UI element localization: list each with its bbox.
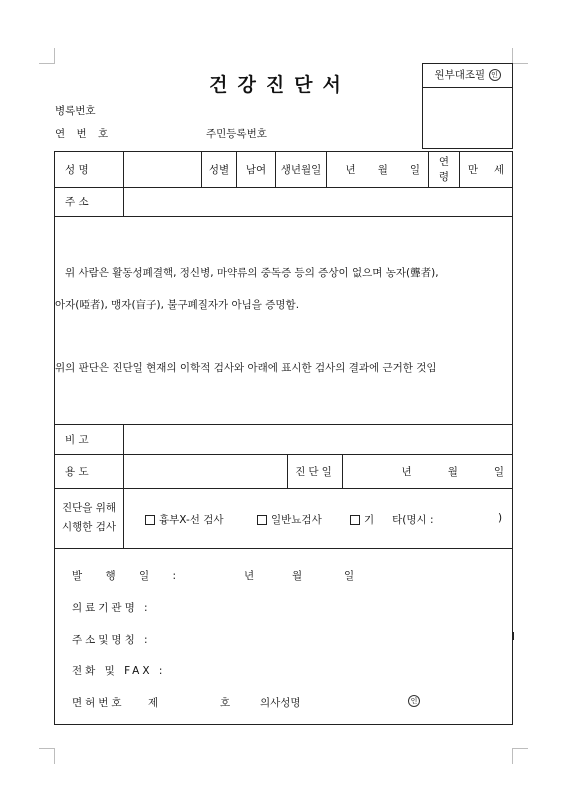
doctor-name-label: 의사성명 — [260, 697, 301, 709]
checkbox-icon[interactable] — [350, 515, 360, 525]
diagnosis-month-unit: 월 — [447, 465, 458, 478]
serial-number-label: 연 번 호 — [55, 128, 113, 140]
exam-option-chest-xray[interactable]: 흉부X-선 검사 — [145, 512, 224, 527]
crop-mark-top-left-h — [39, 63, 55, 64]
exam-label: 진단을 위해 시행한 검사 — [61, 502, 117, 533]
issue-month-unit: 월 — [292, 570, 303, 582]
crop-mark-top-left-v — [54, 48, 55, 64]
exam-other-close-paren: ) — [498, 512, 503, 524]
birth-month-unit: 월 — [377, 164, 388, 176]
license-ho: 호 — [220, 697, 231, 709]
issue-date-label: 발 행 일 : — [72, 570, 186, 582]
phone-fax-label: 전화 및 FAX : — [72, 665, 166, 677]
statement-line-3: 위의 판단은 진단일 현재의 이학적 검사와 아래에 표시한 검사의 결과에 근거한 것임 — [55, 362, 437, 374]
diagnosis-date-field[interactable] — [343, 454, 512, 488]
birth-day-unit: 일 — [409, 164, 420, 176]
diagnosis-year-unit: 년 — [401, 465, 412, 478]
checkbox-icon[interactable] — [257, 515, 267, 525]
crop-mark-bottom-right-h — [512, 748, 528, 749]
seal-box-label: 원부대조필 — [434, 69, 486, 81]
remarks-label: 비 고 — [65, 433, 89, 446]
issue-year-unit: 년 — [244, 570, 255, 582]
address-label: 주 소 — [65, 196, 89, 208]
issuer-address-label: 주소및명칭 : — [72, 634, 151, 646]
remarks-field[interactable] — [124, 424, 512, 454]
record-number-label: 병록번호 — [55, 105, 96, 117]
age-field[interactable] — [460, 152, 512, 187]
statement-line-2: 아자(啞者), 맹자(盲子), 불구폐질자가 아님을 증명함. — [55, 299, 300, 311]
purpose-field[interactable] — [124, 454, 287, 488]
name-field[interactable] — [124, 152, 201, 187]
exam-option-urinalysis[interactable]: 일반뇨검사 — [257, 512, 322, 527]
exam-option-other[interactable]: 기 타(명시 : — [350, 512, 434, 527]
age-unit: 세 — [494, 164, 505, 176]
birth-year-unit: 년 — [345, 164, 356, 176]
checkbox-icon[interactable] — [145, 515, 155, 525]
doctor-seal-icon: 인 — [408, 695, 420, 707]
birth-date-field[interactable] — [327, 152, 428, 187]
age-label: 연 령 — [438, 155, 450, 183]
institution-label: 의료기관명 : — [72, 602, 151, 614]
license-number-label: 면허번호 — [72, 697, 125, 709]
license-je: 제 — [148, 697, 159, 709]
health-certificate-form — [54, 151, 513, 725]
birth-label: 생년월일 — [280, 164, 322, 176]
address-field[interactable] — [124, 187, 512, 216]
crop-mark-top-right-v — [512, 48, 513, 64]
crop-mark-top-right-h — [512, 63, 528, 64]
name-label: 성 명 — [65, 164, 89, 176]
document-title: 건강진단서 — [209, 74, 351, 96]
age-full-prefix: 만 — [467, 164, 478, 176]
crop-mark-bottom-left-v — [54, 748, 55, 764]
seal-icon: 인 — [489, 69, 501, 81]
purpose-label: 용 도 — [65, 465, 89, 478]
sex-label: 성별 — [208, 164, 230, 176]
verification-seal-box — [422, 63, 513, 149]
crop-mark-bottom-right-v — [512, 748, 513, 764]
sex-options[interactable]: 남여 — [245, 164, 267, 176]
diagnosis-date-label: 진단일 — [295, 465, 335, 478]
seal-box-header — [423, 64, 512, 88]
issue-day-unit: 일 — [344, 570, 355, 582]
statement-line-1: 위 사람은 활동성폐결핵, 정신병, 마약류의 중독증 등의 증상이 없으며 농자(聾者), — [65, 267, 439, 279]
resident-number-label: 주민등록번호 — [206, 128, 267, 140]
crop-mark-bottom-left-h — [39, 748, 55, 749]
diagnosis-day-unit: 일 — [493, 465, 504, 478]
